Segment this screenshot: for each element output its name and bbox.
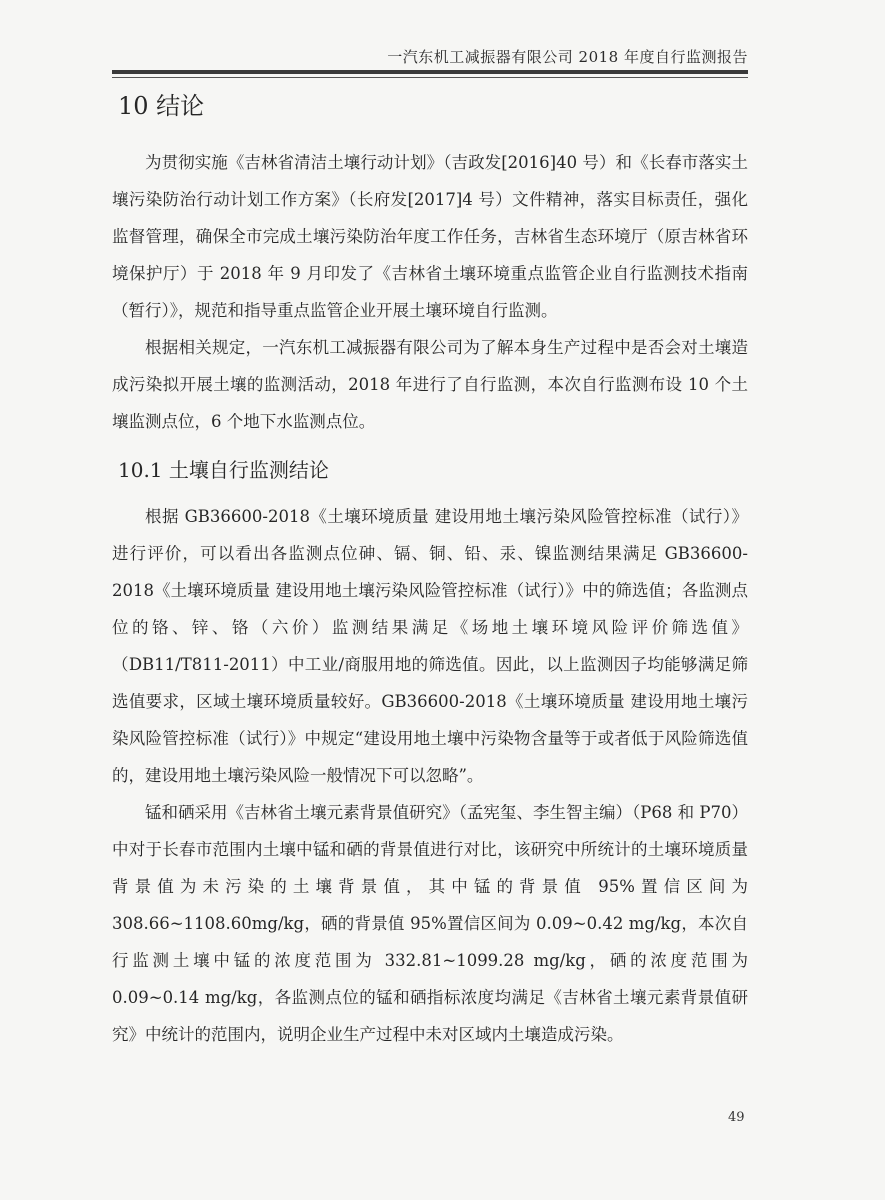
paragraph: 锰和硒采用《吉林省土壤元素背景值研究》（孟宪玺、李生智主编）（P68 和 P70）中对于长春市范围内土壤中锰和硒的背景值进行对比，该研究中所统计的土壤环境质量背景值为未污染的土壤背景值，其中锰的背景值 95%置信区间为 308.66~1108.60mg/kg，硒的背景值 95%置信区间为 0.09~0.42 mg/kg，本次自行监测土壤中锰的浓度范围为 332.81~1099.28 mg/kg，硒的浓度范围为 0.09~0.14 mg/kg，各监测点位的锰和硒指标浓度均满足《吉林省土壤元素背景值研究》中统计的范围内，说明企业生产过程中未对区域内土壤造成污染。 bbox=[112, 803, 748, 1044]
subsection-heading: 10.1 土壤自行监测结论 bbox=[118, 458, 329, 482]
body-content bbox=[112, 88, 748, 1053]
paragraph: 为贯彻实施《吉林省清洁土壤行动计划》（吉政发[2016]40 号）和《长春市落实土壤污染防治行动计划工作方案》（长府发[2017]4 号）文件精神，落实目标责任，强化监督管理，确保全市完成土壤污染防治年度工作任务，吉林省生态环境厅（原吉林省环境保护厅）于 2018 年 9 月印发了《吉林省土壤环境重点监管企业自行监测技术指南（暂行）》，规范和指导重点监管企业开展土壤环境自行监测。 bbox=[112, 153, 748, 320]
section-heading: 10 结论 bbox=[118, 92, 205, 120]
paragraph: 根据 GB36600-2018《土壤环境质量 建设用地土壤污染风险管控标准（试行）》进行评价，可以看出各监测点位砷、镉、铜、铅、汞、镍监测结果满足 GB36600-2018《土壤环境质量 建设用地土壤污染风险管控标准（试行）》中的筛选值；各监测点位的铬、锌、铬（六价）监测结果满足《场地土壤环境风险评价筛选值》（DB11/T811-2011）中工业/商服用地的筛选值。因此，以上监测因子均能够满足筛选值要求，区域土壤环境质量较好。GB36600-2018《土壤环境质量 建设用地土壤污染风险管控标准（试行）》中规定“建设用地土壤中污染物含量等于或者低于风险筛选值的，建设用地土壤污染风险一般情况下可以忽略”。 bbox=[112, 507, 748, 785]
paragraph: 根据相关规定，一汽东机工减振器有限公司为了解本身生产过程中是否会对土壤造成污染拟开展土壤的监测活动，2018 年进行了自行监测，本次自行监测布设 10 个土壤监测点位，6 个地下水监测点位。 bbox=[112, 338, 748, 431]
running-header: 一汽东机工减振器有限公司 2018 年度自行监测报告 bbox=[387, 48, 748, 66]
header-rule-thick bbox=[112, 70, 748, 74]
header-rule-thin bbox=[112, 77, 748, 78]
page-number: 49 bbox=[728, 1110, 745, 1125]
